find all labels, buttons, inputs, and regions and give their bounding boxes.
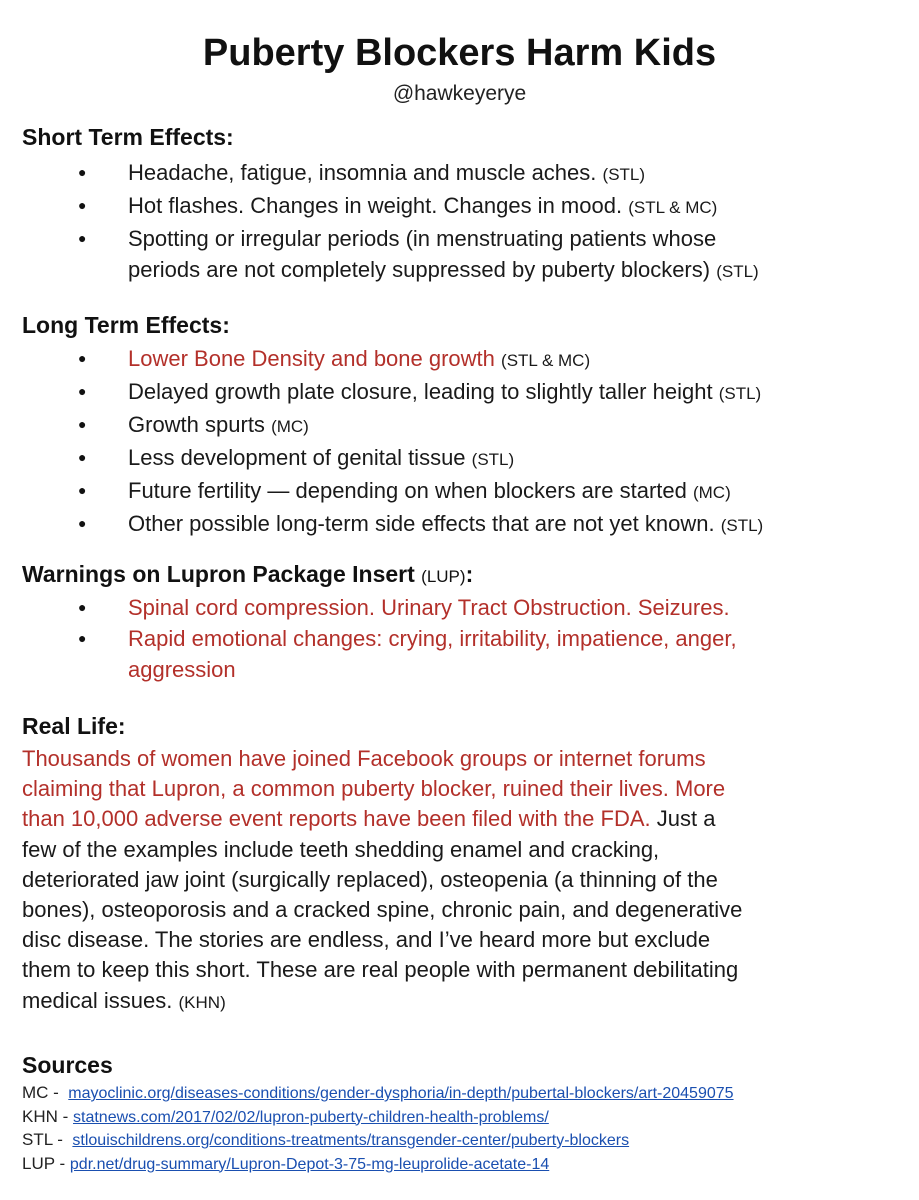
list-item: ● Future fertility — depending on when blockers are started (MC) bbox=[0, 475, 919, 508]
warnings-list bbox=[0, 592, 919, 685]
source-row: STL - stlouischildrens.org/conditions-treatments/transgender-center/puberty-blockers bbox=[22, 1130, 630, 1149]
list-item: ● Delayed growth plate closure, leading to slightly taller height (STL) bbox=[0, 376, 919, 409]
warnings-heading: Warnings on Lupron Package Insert (LUP): bbox=[22, 561, 474, 587]
source-link-mc[interactable]: mayoclinic.org/diseases-conditions/gender-dysphoria/in-depth/pubertal-blockers/art-20459075 bbox=[68, 1085, 734, 1102]
long-term-list bbox=[0, 343, 919, 541]
source-row: MC - mayoclinic.org/diseases-conditions/gender-dysphoria/in-depth/pubertal-blockers/art-20459075 bbox=[22, 1083, 734, 1102]
list-item: ● Lower Bone Density and bone growth (STL & MC) bbox=[0, 343, 919, 376]
page-title: Puberty Blockers Harm Kids bbox=[202, 32, 717, 74]
sources-list bbox=[22, 1082, 912, 1176]
list-item: ● Spotting or irregular periods (in menstruating patients whose periods are not completely suppressed by puberty blockers) (STL) bbox=[0, 223, 919, 287]
short-term-heading: Short Term Effects: bbox=[22, 124, 234, 150]
list-item: ● Hot flashes. Changes in weight. Changes in mood. (STL & MC) bbox=[0, 190, 919, 223]
real-life-heading: Real Life: bbox=[22, 713, 126, 739]
sources-heading: Sources bbox=[22, 1052, 113, 1078]
list-item: ● Spinal cord compression. Urinary Tract Obstruction. Seizures. bbox=[0, 592, 919, 623]
source-row: KHN - statnews.com/2017/02/02/lupron-puberty-children-health-problems/ bbox=[22, 1106, 549, 1126]
list-item: ● Less development of genital tissue (STL) bbox=[0, 442, 919, 475]
list-item: ● Headache, fatigue, insomnia and muscle aches. (STL) bbox=[0, 157, 919, 190]
source-row: LUP - pdr.net/drug-summary/Lupron-Depot-3-75-mg-leuprolide-acetate-14 bbox=[22, 1153, 550, 1173]
source-link-lup[interactable]: pdr.net/drug-summary/Lupron-Depot-3-75-mg-leuprolide-acetate-14 bbox=[69, 1155, 550, 1173]
real-life-paragraph: Thousands of women have joined Facebook groups or internet forums claiming that Lupron, a common puberty blocker, ruined their lives. More than 10,000 adverse event reports have been filed with the FDA. Just a few of the examples include teeth shedding enamel and cracking, deteriorated jaw joint (surgically replaced), osteopenia (a thinning of the bones), osteoporosis and a cracked spine, chronic pain, and degenerative disc disease. The stories are endless, and I’ve heard more but exclude them to keep this short. These are real people with permanent debilitating medical issues. (KHN) bbox=[22, 746, 743, 1013]
long-term-heading: Long Term Effects: bbox=[22, 312, 230, 338]
source-link-khn[interactable]: statnews.com/2017/02/02/lupron-puberty-children-health-problems/ bbox=[73, 1108, 549, 1126]
list-item: ● Other possible long-term side effects that are not yet known. (STL) bbox=[0, 508, 919, 541]
list-item: ● Rapid emotional changes: crying, irritability, impatience, anger, aggression bbox=[0, 623, 919, 685]
list-item: ● Growth spurts (MC) bbox=[0, 409, 919, 442]
short-term-list bbox=[0, 157, 919, 287]
source-link-stl[interactable]: stlouischildrens.org/conditions-treatments/transgender-center/puberty-blockers bbox=[72, 1132, 630, 1149]
author-handle: @hawkeyerye bbox=[392, 82, 527, 105]
